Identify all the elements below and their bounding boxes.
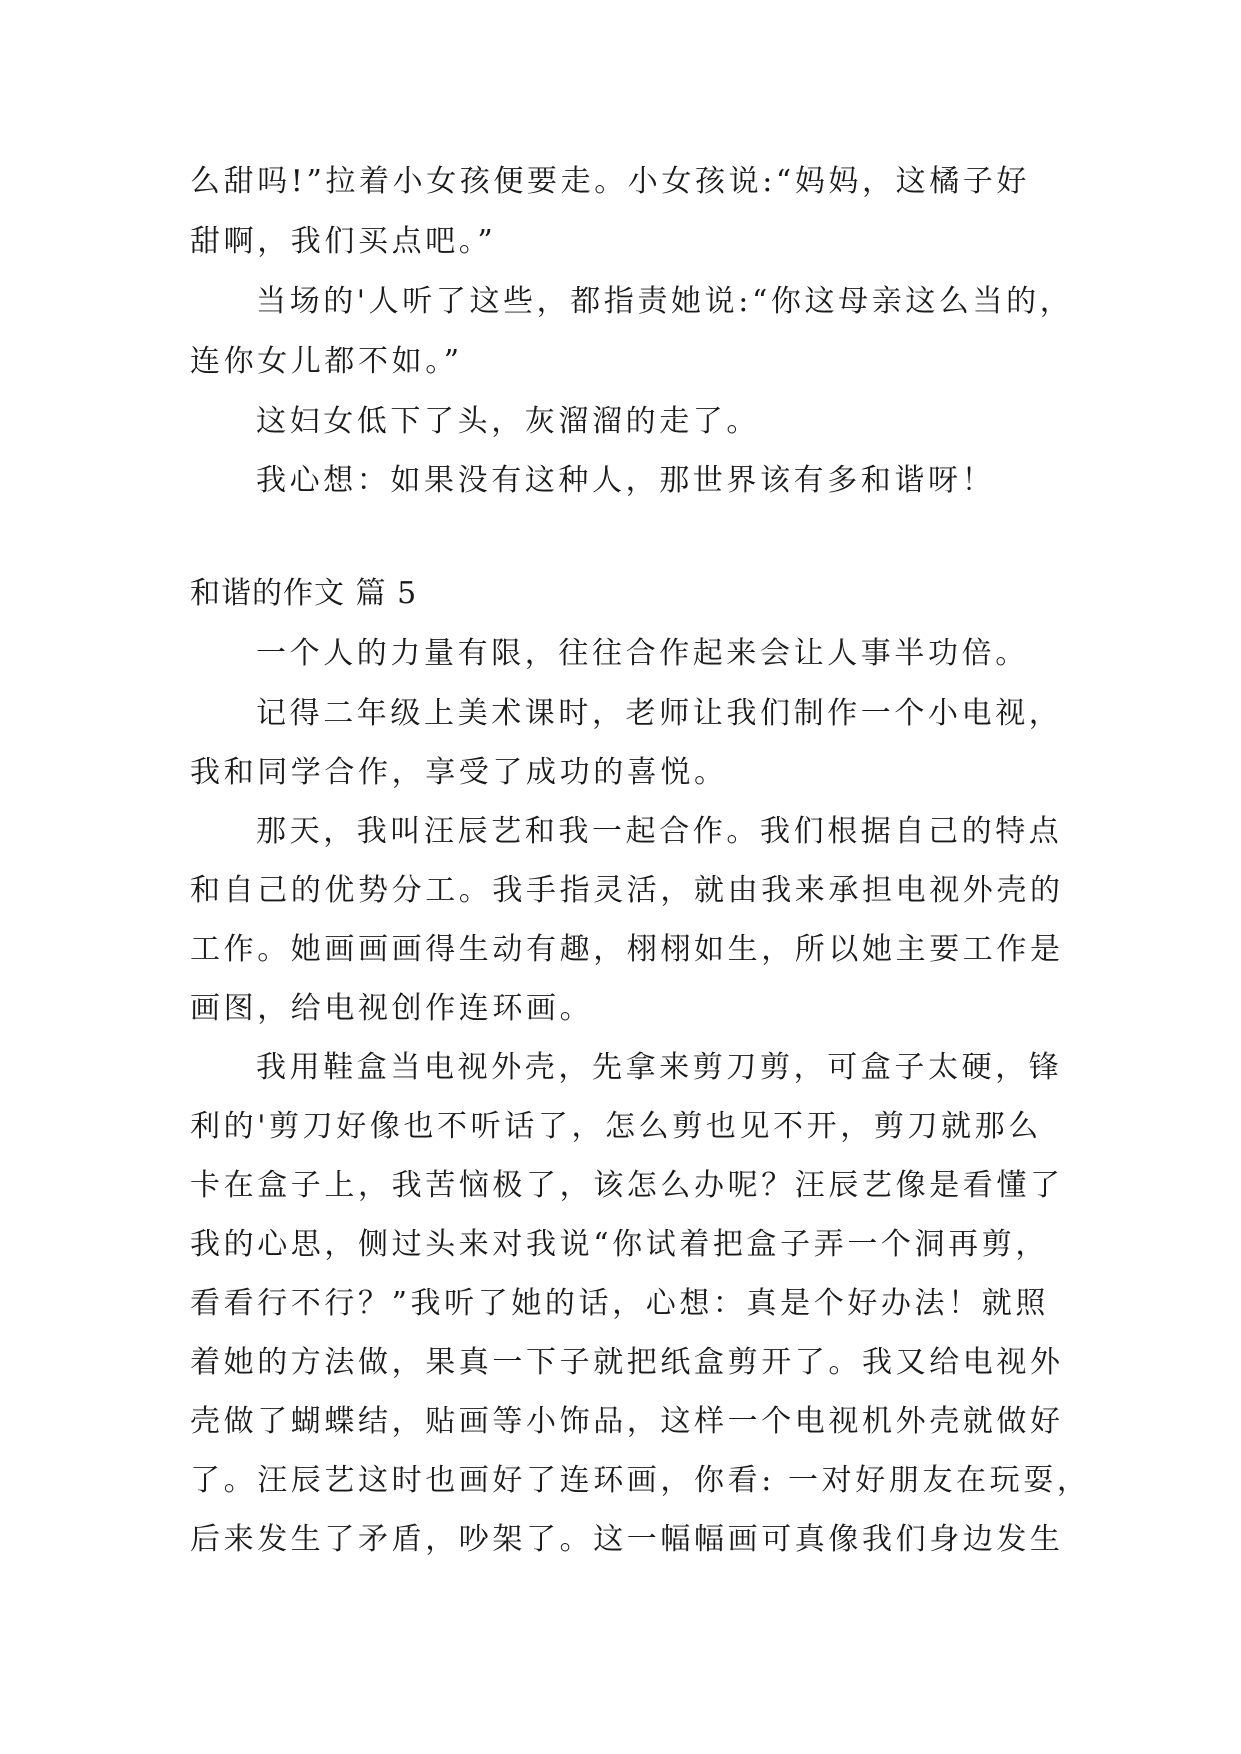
section-heading: 和谐的作文 篇 5	[190, 576, 418, 611]
text-line: 卡在盒子上，我苦恼极了，该怎么办呢？汪辰艺像是看懂了	[190, 1168, 1064, 1203]
text-line: 记得二年级上美术课时，老师让我们制作一个小电视，	[256, 696, 1063, 731]
text-line: 我用鞋盒当电视外壳，先拿来剪刀剪，可盒子太硬，锋	[256, 1050, 1063, 1085]
text-line: 壳做了蝴蝶结，贴画等小饰品，这样一个电视机外壳就做好	[190, 1404, 1064, 1439]
text-line: 和自己的优势分工。我手指灵活，就由我来承担电视外壳的	[190, 873, 1064, 908]
text-line: 当场的'人听了这些，都指责她说:“你这母亲这么当的，	[256, 284, 1074, 319]
text-line: 我和同学合作，享受了成功的喜悦。	[190, 755, 728, 790]
text-line: 这妇女低下了头，灰溜溜的走了。	[256, 404, 760, 439]
text-line: 那天，我叫汪辰艺和我一起合作。我们根据自己的特点	[256, 814, 1063, 849]
text-line: 利的'剪刀好像也不听话了，怎么剪也见不开，剪刀就那么	[190, 1109, 1042, 1144]
text-line: 我的心思，侧过头来对我说“你试着把盒子弄一个洞再剪，	[190, 1227, 1049, 1262]
text-line: 甜啊，我们买点吧。”	[190, 224, 497, 259]
text-line: 我心想：如果没有这种人，那世界该有多和谐呀！	[256, 463, 996, 498]
text-line: 了。汪辰艺这时也画好了连环画，你看: 一对好朋友在玩耍，	[190, 1463, 1091, 1498]
text-line: 画图，给电视创作连环画。	[190, 991, 594, 1026]
text-line: 连你女儿都不如。”	[190, 344, 463, 379]
text-line: 后来发生了矛盾，吵架了。这一幅幅画可真像我们身边发生	[190, 1522, 1064, 1557]
text-line: 么甜吗!”拉着小女孩便要走。小女孩说:“妈妈，这橘子好	[190, 164, 1031, 199]
text-line: 着她的方法做，果真一下子就把纸盒剪开了。我又给电视外	[190, 1345, 1064, 1380]
text-line: 一个人的力量有限，往往合作起来会让人事半功倍。	[256, 636, 1029, 671]
text-line: 工作。她画画画得生动有趣，栩栩如生，所以她主要工作是	[190, 932, 1064, 967]
text-line: 看看行不行？”我听了她的话，心想：真是个好办法！就照	[190, 1286, 1049, 1321]
